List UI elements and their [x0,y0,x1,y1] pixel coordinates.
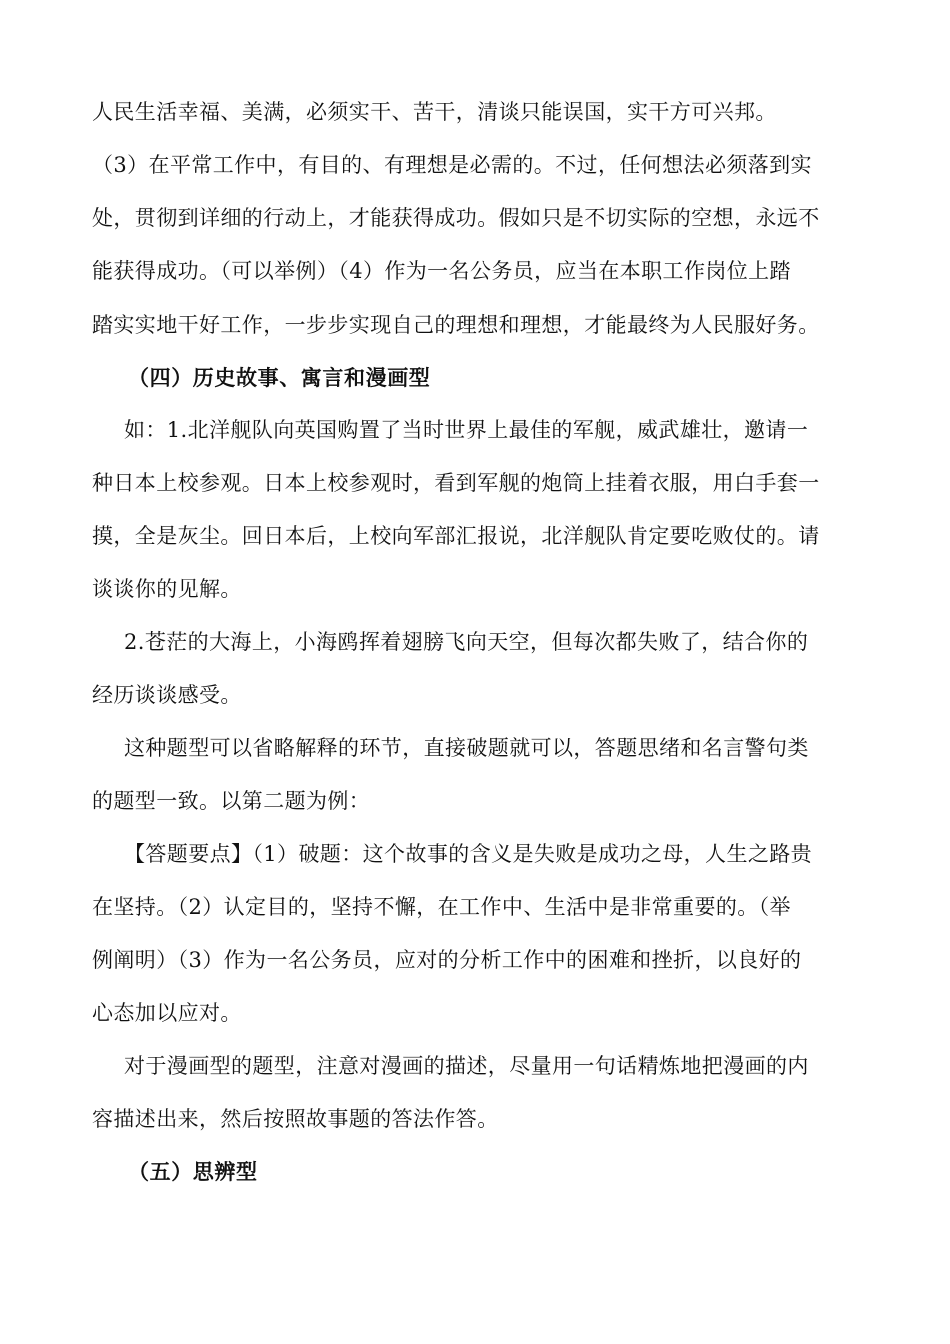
paragraph-line: 心态加以应对。 [92,1001,242,1025]
paragraph-line: 处，贯彻到详细的行动上，才能获得成功。假如只是不切实际的空想，永远不 [92,206,820,230]
paragraph-line: 如：1.北洋舰队向英国购置了当时世界上最佳的军舰，威武雄壮，邀请一 [124,418,809,442]
paragraph-line: 人民生活幸福、美满，必须实干、苦干，清谈只能误国，实干方可兴邦。 [92,100,777,124]
paragraph-line: 例阐明）（3）作为一名公务员，应对的分析工作中的困难和挫折，以良好的 [92,948,802,972]
paragraph-line: 容描述出来，然后按照故事题的答法作答。 [92,1107,499,1131]
paragraph-line: 经历谈谈感受。 [92,683,242,707]
paragraph-line: 摸，全是灰尘。回日本后，上校向军部汇报说，北洋舰队肯定要吃败仗的。请 [92,524,820,548]
paragraph-line: （3）在平常工作中，有目的、有理想是必需的。不过，任何想法必须落到实 [92,153,812,177]
paragraph-line: 谈谈你的见解。 [92,577,242,601]
paragraph-line: 2.苍茫的大海上，小海鸥挥着翅膀飞向天空，但每次都失败了，结合你的 [124,630,809,654]
paragraph-line: 踏实实地干好工作，一步步实现自己的理想和理想，才能最终为人民服好务。 [92,313,820,337]
paragraph-line: 种日本上校参观。日本上校参观时，看到军舰的炮筒上挂着衣服，用白手套一 [92,471,820,495]
paragraph-line: 对于漫画型的题型，注意对漫画的描述，尽量用一句话精炼地把漫画的内 [124,1054,809,1078]
paragraph-line: 的题型一致。以第二题为例： [92,789,371,813]
section-heading: （五）思辨型 [128,1159,258,1184]
paragraph-line: 在坚持。（2）认定目的，坚持不懈，在工作中、生活中是非常重要的。（举 [92,895,791,919]
paragraph-line: 这种题型可以省略解释的环节，直接破题就可以，答题思绪和名言警句类 [124,736,809,760]
paragraph-line: 【答题要点】（1）破题：这个故事的含义是失败是成功之母，人生之路贵 [124,842,813,866]
paragraph-line: 能获得成功。（可以举例）（4）作为一名公务员，应当在本职工作岗位上踏 [92,259,791,283]
section-heading: （四）历史故事、寓言和漫画型 [128,365,431,390]
